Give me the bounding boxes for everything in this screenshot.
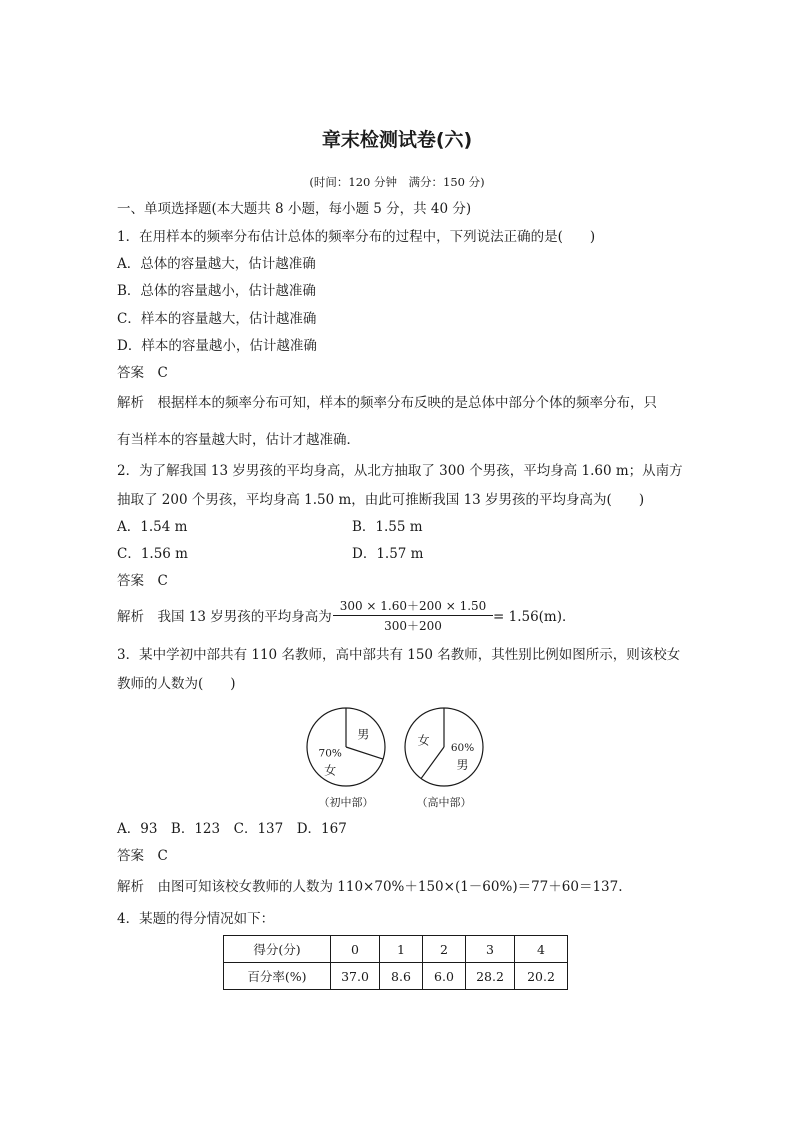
table-cell: 1 [380,936,423,963]
pie-slice-percent-label: 70% [318,747,342,760]
q2-option-b: B．1.55 m [352,519,423,535]
pie-slice-boundary [346,747,383,759]
q2-option-a: A．1.54 m [117,519,188,535]
table-cell: 百分率(%) [224,963,331,990]
q3-options: A．93 B．123 C．137 D．167 [117,821,347,837]
pie-caption: （高中部） [416,796,472,809]
pie-caption: （初中部） [318,796,374,809]
q3-stem-line1: 3．某中学初中部共有 110 名教师，高中部共有 150 名教师，其性别比例如图所示，则该校女 [117,647,681,663]
q3-answer: 答案 C [117,848,168,864]
q2-stem-line1: 2．为了解我国 13 岁男孩的平均身高，从北方抽取了 300 个男孩，平均身高 1.60 m；从南方 [117,463,683,479]
pie-slice-label: 男 [357,727,370,742]
q1-answer: 答案 C [117,365,168,381]
table-cell: 6.0 [423,963,466,990]
q1-option-b: B．总体的容量越小，估计越准确 [117,283,316,299]
table-cell: 得分(分) [224,936,331,963]
q2-analysis-result: = 1.56(m)． [493,609,576,625]
q4-stem: 4．某题的得分情况如下： [117,911,275,927]
score-table [223,935,568,990]
table-cell: 20.2 [515,963,568,990]
q1-analysis-line2: 有当样本的容量越大时，估计才越准确． [117,432,360,448]
section-heading: 一、单项选择题(本大题共 8 小题，每小题 5 分，共 40 分) [117,201,472,217]
pie-slice-percent-label: 60% [450,742,475,755]
table-row [224,963,568,990]
table-cell: 4 [515,936,568,963]
q1-option-d: D．样本的容量越小，估计越准确 [117,338,317,354]
fraction-numerator: 300 × 1.60＋200 × 1.50 [333,597,493,616]
q2-stem-line2: 抽取了 200 个男孩，平均身高 1.50 m，由此可推断我国 13 岁男孩的平均身高为( ) [117,492,645,508]
table-cell: 37.0 [331,963,380,990]
table-cell: 3 [466,936,515,963]
q3-pie-charts [0,700,794,820]
table-row [224,936,568,963]
table-cell: 2 [423,936,466,963]
fraction-denominator: 300＋200 [384,619,442,633]
q2-analysis-prefix: 解析 我国 13 岁男孩的平均身高为 [117,609,332,625]
q2-option-d: D．1.57 m [352,546,424,562]
pie-slice-label: 女 [324,763,337,778]
table-cell: 8.6 [380,963,423,990]
q2-fraction [333,597,493,634]
q3-analysis: 解析 由图可知该校女教师的人数为 110×70%＋150×(1－60%)＝77＋60＝137. [117,879,623,895]
q1-option-a: A．总体的容量越大，估计越准确 [117,256,316,272]
q1-analysis-line1: 解析 根据样本的频率分布可知，样本的频率分布反映的是总体中部分个体的频率分布，只 [117,395,657,411]
q2-option-c: C．1.56 m [117,546,188,562]
exam-time-info: (时间：120 分钟 满分：150 分) [309,175,485,189]
q3-stem-line2: 教师的人数为( ) [117,676,236,692]
pie-slice-boundary [421,747,444,779]
pie-slice-label: 女 [417,733,430,748]
q2-answer: 答案 C [117,573,168,589]
q1-option-c: C．样本的容量越大，估计越准确 [117,311,317,327]
table-cell: 28.2 [466,963,515,990]
pie-slice-label: 男 [456,758,469,773]
page-title: 章末检测试卷(六) [321,129,473,151]
table-cell: 0 [331,936,380,963]
q1-stem: 1．在用样本的频率分布估计总体的频率分布的过程中，下列说法正确的是( ) [117,229,596,245]
